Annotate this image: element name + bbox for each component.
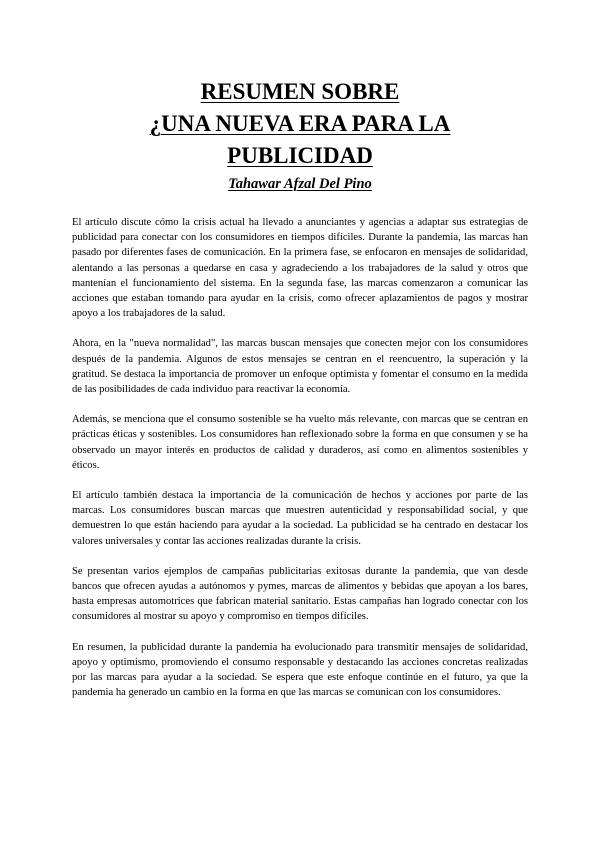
paragraph-1: El artículo discute cómo la crisis actual ha llevado a anunciantes y agencias a adaptar sus estrategias de publicidad para conectar con los consumidores en tiempos difíciles. Durante la pandemia, las marcas han pasado por diferentes fases de comunicación. En la primera fase, se enfocaron en mensajes de solidaridad, alentando a las personas a quedarse en casa y agradeciendo a los trabajadores de la salud y otros que mantenían el funcionamiento del sistema. En la segunda fase, las marcas comenzaron a comunicar las acciones que estaban tomando para ayudar en la crisis, como ofrecer aplazamientos de pagos y mostrar apoyo a los trabajadores de la salud. — [72, 217, 528, 320]
document-title-line-3: PUBLICIDAD — [227, 143, 373, 168]
author-name: Tahawar Afzal Del Pino — [228, 176, 372, 192]
paragraph-3: Además, se menciona que el consumo sostenible se ha vuelto más relevante, con marcas que se centran en prácticas éticas y sostenibles. Los consumidores han reflexionado sobre la forma en que consumen y se ha observado un mayor interés en productos de calidad y duraderos, así como en alimentos sostenibles y éticos. — [72, 414, 528, 471]
title-block — [60, 76, 540, 194]
document-title-line-2: ¿UNA NUEVA ERA PARA LA — [149, 111, 451, 136]
paragraph-4: El artículo también destaca la importancia de la comunicación de hechos y acciones por parte de las marcas. Los consumidores buscan marcas que muestren autenticidad y responsabilidad social, y que demuestren lo que están haciendo para ayudar a la sociedad. La publicidad se ha centrado en destacar los valores universales y contar las acciones realizadas durante la crisis. — [72, 490, 528, 547]
paragraph-6: En resumen, la publicidad durante la pandemia ha evolucionado para transmitir mensajes de solidaridad, apoyo y optimismo, promoviendo el consumo responsable y destacando las acciones concretas realizadas por las marcas para ayudar a la sociedad. Se espera que este enfoque continúe en el futuro, ya que la pandemia ha generado un cambio en la forma en que las marcas se comunican con los consumidores. — [72, 641, 528, 699]
paragraph-5: Se presentan varios ejemplos de campañas publicitarias exitosas durante la pandemia, que van desde bancos que ofrecen ayudas a autónomos y pymes, marcas de alimentos y bebidas que apoyan a los bares, hasta empresas automotrices que fabrican material sanitario. Estas campañas han logrado conectar con los consumidores al mostrar su apoyo y compromiso en tiempos difíciles. — [72, 565, 528, 623]
document-body — [72, 215, 528, 715]
document-title-line-1: RESUMEN SOBRE — [200, 79, 400, 104]
paragraph-2: Ahora, en la "nueva normalidad", las marcas buscan mensajes que conecten mejor con los consumidores después de la pandemia. Algunos de estos mensajes se centran en el reencuentro, la superación y la gratitud. Se destaca la importancia de promover un enfoque optimista y fomentar el consumo en la medida de las posibilidades de cada individuo para reactivar la economía. — [72, 338, 528, 396]
